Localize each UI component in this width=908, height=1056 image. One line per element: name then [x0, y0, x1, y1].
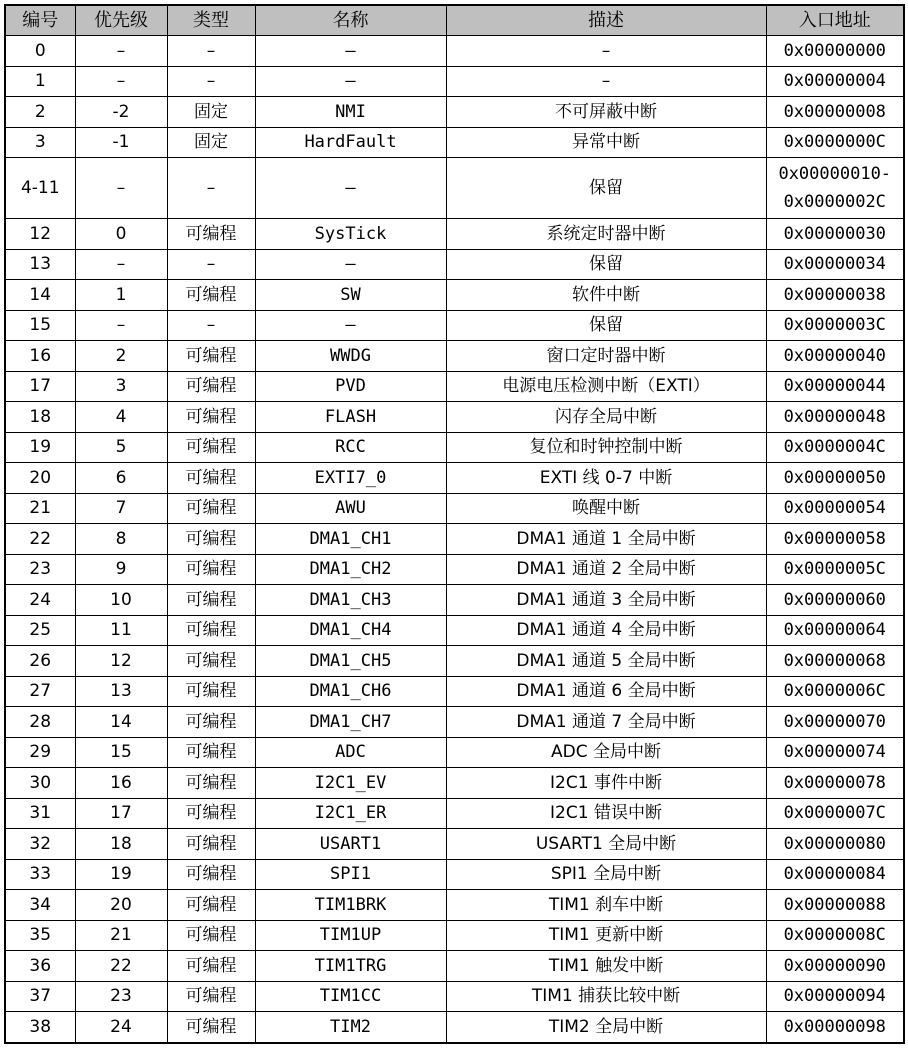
cell-name: TIM1CC — [255, 981, 446, 1012]
cell-name: WWDG — [255, 341, 446, 372]
cell-number: 30 — [5, 768, 75, 799]
cell-type: – — [167, 249, 255, 280]
cell-name: SW — [255, 280, 446, 311]
table-row — [5, 585, 904, 616]
cell-entry-address — [766, 859, 904, 890]
cell-description: 保留 — [446, 249, 766, 280]
cell-name: FLASH — [255, 402, 446, 433]
cell-name: TIM1TRG — [255, 951, 446, 982]
cell-name: DMA1_CH7 — [255, 707, 446, 738]
address-line: 0x00000098 — [783, 1016, 886, 1037]
cell-priority: 17 — [75, 798, 167, 829]
cell-type: 可编程 — [167, 798, 255, 829]
cell-priority: 22 — [75, 951, 167, 982]
table-row — [5, 371, 904, 402]
address-line: 0x00000074 — [783, 742, 886, 763]
cell-description: – — [446, 36, 766, 67]
cell-entry-address — [766, 615, 904, 646]
cell-description: I2C1 事件中断 — [446, 768, 766, 799]
cell-type: 可编程 — [167, 829, 255, 860]
cell-type: 可编程 — [167, 493, 255, 524]
table-body — [5, 36, 904, 1043]
cell-number: 13 — [5, 249, 75, 280]
table-row — [5, 859, 904, 890]
cell-type: 可编程 — [167, 707, 255, 738]
cell-priority: 16 — [75, 768, 167, 799]
cell-entry-address — [766, 951, 904, 982]
cell-description: SPI1 全局中断 — [446, 859, 766, 890]
cell-priority: 2 — [75, 341, 167, 372]
cell-name: SPI1 — [255, 859, 446, 890]
table-row — [5, 920, 904, 951]
cell-entry-address — [766, 493, 904, 524]
cell-entry-address — [766, 219, 904, 250]
address-line: 0x00000078 — [783, 772, 886, 793]
cell-number: 38 — [5, 1012, 75, 1043]
cell-priority: 21 — [75, 920, 167, 951]
cell-priority: 9 — [75, 554, 167, 585]
cell-entry-address — [766, 676, 904, 707]
cell-entry-address — [766, 585, 904, 616]
cell-description: I2C1 错误中断 — [446, 798, 766, 829]
cell-description: 不可屏蔽中断 — [446, 97, 766, 128]
cell-entry-address — [766, 249, 904, 280]
cell-priority: 5 — [75, 432, 167, 463]
cell-description: TIM1 更新中断 — [446, 920, 766, 951]
cell-priority: 3 — [75, 371, 167, 402]
cell-entry-address — [766, 768, 904, 799]
table-row — [5, 737, 904, 768]
cell-number: 23 — [5, 554, 75, 585]
cell-entry-address — [766, 554, 904, 585]
table-row — [5, 249, 904, 280]
table-row — [5, 219, 904, 250]
cell-priority: 23 — [75, 981, 167, 1012]
cell-entry-address — [766, 341, 904, 372]
cell-description: DMA1 通道 7 全局中断 — [446, 707, 766, 738]
cell-type: 可编程 — [167, 371, 255, 402]
table-row — [5, 158, 904, 219]
address-line: 0x00000040 — [783, 345, 886, 366]
cell-description: 闪存全局中断 — [446, 402, 766, 433]
cell-type: 可编程 — [167, 280, 255, 311]
cell-type: 可编程 — [167, 859, 255, 890]
cell-priority: 14 — [75, 707, 167, 738]
address-line: 0x0000003C — [783, 315, 886, 336]
address-line: 0x00000068 — [783, 650, 886, 671]
table-row — [5, 127, 904, 158]
cell-name: – — [255, 310, 446, 341]
cell-number: 35 — [5, 920, 75, 951]
cell-description: DMA1 通道 5 全局中断 — [446, 646, 766, 677]
cell-priority: 12 — [75, 646, 167, 677]
address-line: 0x00000084 — [783, 864, 886, 885]
cell-entry-address — [766, 371, 904, 402]
address-line: 0x00000070 — [783, 711, 886, 732]
header-type: 类型 — [167, 5, 255, 36]
address-line: 0x00000030 — [783, 223, 886, 244]
cell-type: – — [167, 66, 255, 97]
cell-description: – — [446, 66, 766, 97]
cell-entry-address — [766, 829, 904, 860]
cell-type: 可编程 — [167, 524, 255, 555]
cell-type: 可编程 — [167, 646, 255, 677]
address-line: 0x0000006C — [783, 681, 886, 702]
cell-priority: 6 — [75, 463, 167, 494]
table-row — [5, 768, 904, 799]
cell-priority: -1 — [75, 127, 167, 158]
address-line: 0x00000060 — [783, 589, 886, 610]
cell-number: 19 — [5, 432, 75, 463]
cell-description: 窗口定时器中断 — [446, 341, 766, 372]
address-line: 0x00000088 — [783, 894, 886, 915]
table-row — [5, 890, 904, 921]
cell-name: DMA1_CH5 — [255, 646, 446, 677]
table-row — [5, 463, 904, 494]
cell-type: 可编程 — [167, 402, 255, 433]
table-row — [5, 1012, 904, 1043]
cell-description: ADC 全局中断 — [446, 737, 766, 768]
cell-name: ADC — [255, 737, 446, 768]
cell-type: 可编程 — [167, 768, 255, 799]
cell-description: 复位和时钟控制中断 — [446, 432, 766, 463]
cell-type: 可编程 — [167, 554, 255, 585]
cell-number: 32 — [5, 829, 75, 860]
table-row — [5, 524, 904, 555]
cell-name: TIM1BRK — [255, 890, 446, 921]
table-row — [5, 341, 904, 372]
interrupt-vector-table — [4, 4, 905, 1044]
cell-priority: -2 — [75, 97, 167, 128]
cell-name: DMA1_CH1 — [255, 524, 446, 555]
cell-number: 14 — [5, 280, 75, 311]
cell-priority: 10 — [75, 585, 167, 616]
address-line: 0x0000002C — [783, 192, 886, 212]
table-row — [5, 280, 904, 311]
cell-priority: 13 — [75, 676, 167, 707]
cell-priority: 1 — [75, 280, 167, 311]
cell-entry-address — [766, 981, 904, 1012]
address-line: 0x00000010- — [778, 164, 892, 184]
cell-description: DMA1 通道 6 全局中断 — [446, 676, 766, 707]
cell-entry-address — [766, 402, 904, 433]
cell-priority: 24 — [75, 1012, 167, 1043]
address-line: 0x00000058 — [783, 528, 886, 549]
cell-number: 25 — [5, 615, 75, 646]
cell-number: 29 — [5, 737, 75, 768]
cell-entry-address — [766, 158, 904, 219]
cell-number: 24 — [5, 585, 75, 616]
cell-name: – — [255, 158, 446, 219]
cell-number: 27 — [5, 676, 75, 707]
cell-number: 28 — [5, 707, 75, 738]
table-row — [5, 66, 904, 97]
cell-type: 固定 — [167, 97, 255, 128]
cell-name: AWU — [255, 493, 446, 524]
table-row — [5, 310, 904, 341]
cell-name: EXTI7_0 — [255, 463, 446, 494]
cell-name: HardFault — [255, 127, 446, 158]
address-line: 0x00000000 — [783, 40, 886, 61]
cell-number: 33 — [5, 859, 75, 890]
cell-name: SysTick — [255, 219, 446, 250]
header-entry-address: 入口地址 — [766, 5, 904, 36]
cell-description: TIM1 触发中断 — [446, 951, 766, 982]
cell-priority: 15 — [75, 737, 167, 768]
cell-number: 2 — [5, 97, 75, 128]
cell-entry-address — [766, 737, 904, 768]
cell-description: 保留 — [446, 158, 766, 219]
cell-number: 20 — [5, 463, 75, 494]
cell-entry-address — [766, 1012, 904, 1043]
cell-description: DMA1 通道 3 全局中断 — [446, 585, 766, 616]
cell-priority: 19 — [75, 859, 167, 890]
cell-name: USART1 — [255, 829, 446, 860]
cell-priority: 4 — [75, 402, 167, 433]
cell-type: 可编程 — [167, 890, 255, 921]
cell-name: DMA1_CH4 — [255, 615, 446, 646]
cell-name: PVD — [255, 371, 446, 402]
address-line: 0x00000064 — [783, 620, 886, 641]
address-line: 0x00000054 — [783, 498, 886, 519]
cell-priority: – — [75, 249, 167, 280]
cell-number: 15 — [5, 310, 75, 341]
cell-description: 软件中断 — [446, 280, 766, 311]
address-line: 0x00000090 — [783, 955, 886, 976]
cell-number: 18 — [5, 402, 75, 433]
cell-description: 电源电压检测中断（EXTI） — [446, 371, 766, 402]
cell-number: 26 — [5, 646, 75, 677]
cell-entry-address — [766, 524, 904, 555]
header-name: 名称 — [255, 5, 446, 36]
cell-description: 异常中断 — [446, 127, 766, 158]
table-row — [5, 402, 904, 433]
cell-priority: 0 — [75, 219, 167, 250]
cell-type: 可编程 — [167, 463, 255, 494]
table-row — [5, 554, 904, 585]
cell-number: 34 — [5, 890, 75, 921]
cell-type: 可编程 — [167, 951, 255, 982]
cell-type: 可编程 — [167, 676, 255, 707]
cell-type: – — [167, 36, 255, 67]
cell-name: DMA1_CH2 — [255, 554, 446, 585]
table-row — [5, 829, 904, 860]
cell-name: TIM1UP — [255, 920, 446, 951]
cell-type: 可编程 — [167, 341, 255, 372]
address-line: 0x00000008 — [783, 101, 886, 122]
cell-name: NMI — [255, 97, 446, 128]
cell-description: 保留 — [446, 310, 766, 341]
cell-description: DMA1 通道 1 全局中断 — [446, 524, 766, 555]
cell-description: USART1 全局中断 — [446, 829, 766, 860]
cell-number: 21 — [5, 493, 75, 524]
cell-description: 唤醒中断 — [446, 493, 766, 524]
cell-description: TIM1 刹车中断 — [446, 890, 766, 921]
table-row — [5, 36, 904, 67]
cell-entry-address — [766, 646, 904, 677]
cell-entry-address — [766, 798, 904, 829]
cell-priority: 11 — [75, 615, 167, 646]
cell-type: – — [167, 158, 255, 219]
cell-entry-address — [766, 310, 904, 341]
cell-priority: 18 — [75, 829, 167, 860]
cell-priority: – — [75, 36, 167, 67]
cell-entry-address — [766, 890, 904, 921]
cell-type: 可编程 — [167, 432, 255, 463]
cell-type: 可编程 — [167, 920, 255, 951]
cell-description: EXTI 线 0-7 中断 — [446, 463, 766, 494]
cell-entry-address — [766, 432, 904, 463]
cell-name: DMA1_CH6 — [255, 676, 446, 707]
table-row — [5, 646, 904, 677]
cell-name: – — [255, 66, 446, 97]
table-row — [5, 798, 904, 829]
cell-priority: – — [75, 66, 167, 97]
cell-entry-address — [766, 463, 904, 494]
cell-priority: 20 — [75, 890, 167, 921]
cell-name: – — [255, 249, 446, 280]
cell-entry-address — [766, 97, 904, 128]
cell-number: 3 — [5, 127, 75, 158]
table-row — [5, 97, 904, 128]
cell-number: 36 — [5, 951, 75, 982]
address-line: 0x00000094 — [783, 986, 886, 1007]
cell-name: RCC — [255, 432, 446, 463]
cell-type: 可编程 — [167, 615, 255, 646]
address-line: 0x00000048 — [783, 406, 886, 427]
cell-name: I2C1_ER — [255, 798, 446, 829]
cell-priority: – — [75, 158, 167, 219]
cell-entry-address — [766, 707, 904, 738]
address-line: 0x00000004 — [783, 71, 886, 92]
cell-number: 37 — [5, 981, 75, 1012]
cell-entry-address — [766, 920, 904, 951]
cell-name: TIM2 — [255, 1012, 446, 1043]
address-line: 0x0000000C — [783, 132, 886, 153]
address-line: 0x0000005C — [783, 559, 886, 580]
table-row — [5, 615, 904, 646]
cell-number: 0 — [5, 36, 75, 67]
cell-type: 可编程 — [167, 585, 255, 616]
cell-type: 可编程 — [167, 737, 255, 768]
cell-entry-address — [766, 66, 904, 97]
cell-number: 17 — [5, 371, 75, 402]
table-row — [5, 707, 904, 738]
address-line: 0x00000080 — [783, 833, 886, 854]
cell-type: 固定 — [167, 127, 255, 158]
cell-description: 系统定时器中断 — [446, 219, 766, 250]
header-description: 描述 — [446, 5, 766, 36]
cell-type: – — [167, 310, 255, 341]
address-line: 0x00000038 — [783, 284, 886, 305]
cell-entry-address — [766, 127, 904, 158]
cell-priority: 8 — [75, 524, 167, 555]
cell-type: 可编程 — [167, 219, 255, 250]
cell-priority: – — [75, 310, 167, 341]
cell-description: TIM1 捕获比较中断 — [446, 981, 766, 1012]
address-line: 0x0000007C — [783, 803, 886, 824]
cell-number: 4-11 — [5, 158, 75, 219]
table-header-row — [5, 5, 904, 36]
address-line: 0x00000034 — [783, 254, 886, 275]
cell-entry-address — [766, 280, 904, 311]
cell-number: 12 — [5, 219, 75, 250]
cell-name: I2C1_EV — [255, 768, 446, 799]
cell-entry-address — [766, 36, 904, 67]
address-line: 0x00000050 — [783, 467, 886, 488]
table-row — [5, 951, 904, 982]
cell-description: DMA1 通道 4 全局中断 — [446, 615, 766, 646]
table-row — [5, 432, 904, 463]
table-row — [5, 493, 904, 524]
cell-name: DMA1_CH3 — [255, 585, 446, 616]
header-priority: 优先级 — [75, 5, 167, 36]
cell-description: TIM2 全局中断 — [446, 1012, 766, 1043]
address-line: 0x0000008C — [783, 925, 886, 946]
table-row — [5, 676, 904, 707]
cell-priority: 7 — [75, 493, 167, 524]
cell-number: 1 — [5, 66, 75, 97]
cell-type: 可编程 — [167, 1012, 255, 1043]
address-line: 0x0000004C — [783, 437, 886, 458]
cell-type: 可编程 — [167, 981, 255, 1012]
cell-number: 31 — [5, 798, 75, 829]
cell-number: 22 — [5, 524, 75, 555]
address-line: 0x00000044 — [783, 376, 886, 397]
cell-description: DMA1 通道 2 全局中断 — [446, 554, 766, 585]
header-number: 编号 — [5, 5, 75, 36]
table-row — [5, 981, 904, 1012]
cell-number: 16 — [5, 341, 75, 372]
cell-name: – — [255, 36, 446, 67]
